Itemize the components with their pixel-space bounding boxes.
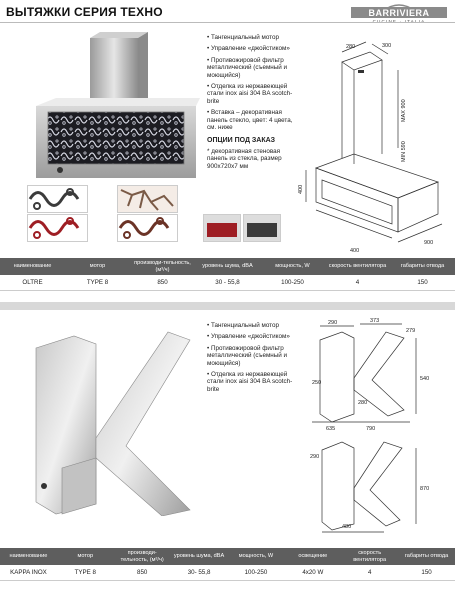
- column-header: производи-тельность, (м³/ч): [130, 258, 195, 275]
- dim-b: 373: [370, 318, 380, 324]
- table-cell: TYPE 8: [65, 275, 130, 291]
- table-cell: 100-250: [260, 275, 325, 291]
- pattern-photo-dark: [243, 214, 281, 242]
- column-header: скорость вентилятора: [325, 258, 390, 275]
- hood-color-sample-icon: [244, 215, 280, 241]
- page-title: ВЫТЯЖКИ СЕРИЯ ТЕХНО: [6, 5, 163, 19]
- column-header: мотор: [65, 258, 130, 275]
- feature-item: • Управление «джойстиком»: [207, 45, 290, 53]
- feature-item: • Тангенциальный мотор: [207, 34, 279, 41]
- table-cell: 4: [341, 565, 398, 581]
- dim-e: 280: [358, 400, 368, 406]
- header-divider: [0, 22, 455, 23]
- column-header: уровень шума, dBA: [171, 548, 228, 565]
- column-header: мощность, W: [228, 548, 285, 565]
- table-cell: 4х20 W: [284, 565, 341, 581]
- table-cell: 100-250: [228, 565, 285, 581]
- swirl-pattern-icon: [28, 186, 87, 212]
- dim-depth: 400: [350, 248, 360, 254]
- feature-item: • Вставка – декоративная панель стекло, цвет: 4 цвета, см. ниже: [207, 109, 293, 132]
- table-cell: 30- 55,8: [171, 565, 228, 581]
- column-header: мотор: [57, 548, 114, 565]
- dim-c: 279: [406, 328, 416, 334]
- feature-item: • Противожировой фильтр металлический (съемный и моющийся): [207, 344, 288, 367]
- column-header: скорость вентилятора: [341, 548, 398, 565]
- table-cell: 150: [390, 275, 455, 291]
- feature-item: • Управление «джойстиком»: [207, 333, 290, 341]
- table-cell: 850: [130, 275, 195, 291]
- dim-body-height: 400: [298, 184, 304, 194]
- dim-i: 870: [420, 486, 430, 492]
- column-header: производи-тельность, (м³/ч): [114, 548, 171, 565]
- column-header: габариты отвода: [390, 258, 455, 275]
- table-header-row: [0, 258, 455, 275]
- column-header: габариты отвода: [398, 548, 455, 565]
- table-row: [0, 565, 455, 581]
- kappa-features: [207, 322, 295, 397]
- options-heading: ОПЦИИ ПОД ЗАКАЗ: [207, 137, 276, 145]
- dim-j: 480: [342, 524, 352, 530]
- oltre-spec-table: [0, 258, 455, 291]
- oltre-hood-photo: [32, 30, 200, 180]
- column-header: наименование: [0, 258, 65, 275]
- table-cell: 30 - 55,8: [195, 275, 260, 291]
- dim-a: 290: [328, 320, 338, 326]
- feature-item: • Отделка из нержавеющей стали inox aisi 304 BA scotch-brite: [207, 371, 293, 393]
- option-item: * декоративная стеновая панель из стекла, размер 900х720х7 мм: [207, 147, 282, 170]
- table-cell: 850: [114, 565, 171, 581]
- column-header: освещение: [284, 548, 341, 565]
- crackle-pattern-icon: [118, 186, 177, 212]
- dim-top-width: 280: [346, 44, 356, 50]
- pattern-swatch-red: [27, 214, 88, 242]
- hood-color-sample-icon: [204, 215, 240, 241]
- table-cell: 4: [325, 275, 390, 291]
- feature-item: • Противожировой фильтр металлический (съемный и моющийся): [207, 56, 288, 79]
- column-header: уровень шума, dBA: [195, 258, 260, 275]
- kappa-dimension-drawing: [306, 318, 452, 536]
- feature-item: • Тангенциальный мотор: [207, 322, 279, 329]
- dim-min-height: MIN 590: [401, 141, 407, 162]
- kappa-hood-photo: [22, 318, 212, 516]
- dim-h: 790: [366, 426, 376, 432]
- dim-k: 290: [310, 454, 320, 460]
- dim-width: 900: [424, 240, 434, 246]
- section-divider: [0, 302, 455, 310]
- pattern-photo-red: [203, 214, 241, 242]
- table-header-row: [0, 548, 455, 565]
- kappa-spec-table: [0, 548, 455, 581]
- table-row: [0, 275, 455, 291]
- column-header: наименование: [0, 548, 57, 565]
- table-cell: KAPPA INOX: [0, 565, 57, 581]
- pattern-swatch-brown-crackle: [117, 185, 178, 213]
- table-cell: OLTRE: [0, 275, 65, 291]
- dim-f: 540: [420, 376, 430, 382]
- logo-wordmark: BARRIVIERA: [351, 7, 447, 18]
- pattern-swatch-brown: [117, 214, 178, 242]
- oltre-dimension-drawing: [298, 30, 450, 258]
- table-cell: 150: [398, 565, 455, 581]
- table-cell: TYPE 8: [57, 565, 114, 581]
- dim-d: 250: [312, 380, 322, 386]
- dim-g: 635: [326, 426, 336, 432]
- column-header: мощность, W: [260, 258, 325, 275]
- swirl-pattern-icon: [28, 215, 87, 241]
- pattern-swatch-black: [27, 185, 88, 213]
- dim-top-depth: 300: [382, 43, 392, 49]
- feature-item: • Отделка из нержавеющей стали inox aisi 304 BA scotch-brite: [207, 83, 293, 105]
- oltre-features: [207, 34, 295, 174]
- dim-max-height: MAX 900: [401, 99, 407, 122]
- swirl-pattern-icon: [118, 215, 177, 241]
